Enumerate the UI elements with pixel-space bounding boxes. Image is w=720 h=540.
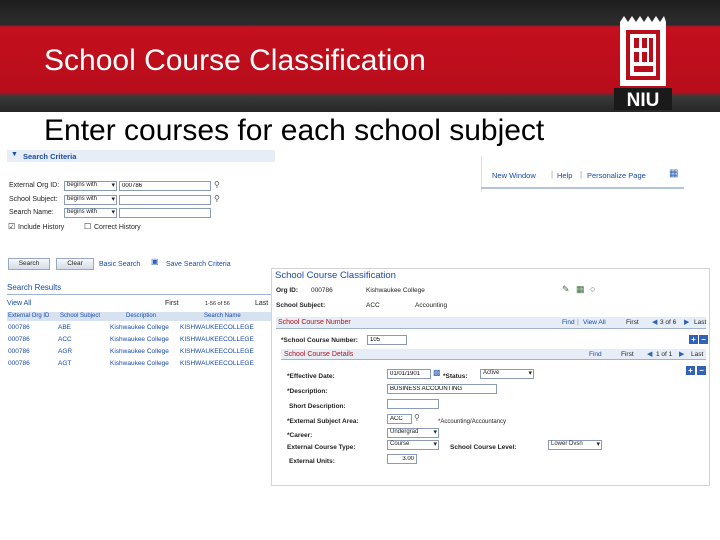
effective-date-input[interactable]	[387, 369, 431, 379]
form-title: School Course Classification	[275, 270, 396, 281]
prev-icon[interactable]: ◀	[647, 351, 653, 358]
org-id-operator[interactable]: begins with ▾	[64, 181, 117, 191]
cell-subject[interactable]: ACC	[58, 336, 72, 343]
separator: |	[551, 170, 554, 179]
last-link[interactable]: Last	[255, 300, 269, 307]
details-range: 1 of 1	[656, 351, 673, 358]
slide-title: School Course Classification	[44, 44, 426, 77]
career-select[interactable]: Undergrad ▾	[387, 428, 439, 438]
status-select[interactable]: Active ▾	[480, 369, 534, 379]
search-name-input[interactable]	[119, 208, 211, 218]
career-label: *Career:	[287, 432, 313, 439]
school-course-level-label: School Course Level:	[450, 444, 517, 451]
col-external-org-id[interactable]: External Org ID	[8, 313, 50, 319]
view-all-link[interactable]: View All	[583, 319, 606, 326]
external-units-input[interactable]	[387, 454, 417, 464]
external-course-type-label: External Course Type:	[287, 444, 356, 451]
separator: |	[580, 170, 583, 179]
external-subject-description: *Accounting/Accountancy	[438, 419, 507, 425]
first-link[interactable]: First	[626, 319, 639, 326]
external-units-label: External Units:	[289, 458, 335, 465]
school-subject-value: ACC	[366, 302, 380, 309]
org-id-label: Org ID:	[276, 287, 299, 294]
delete-row-icon[interactable]: −	[697, 366, 706, 375]
details-find-link[interactable]: Find	[589, 351, 602, 358]
toolbar-underline	[481, 187, 684, 189]
save-search-criteria-link[interactable]: Save Search Criteria	[166, 261, 231, 268]
include-history-label: Include History	[18, 224, 65, 231]
add-row-icon[interactable]: +	[686, 366, 695, 375]
school-subject-label: School Subject:	[276, 302, 326, 309]
notepad-icon[interactable]: ✎	[562, 284, 570, 294]
slide-subtitle: Enter courses for each school subject	[44, 114, 545, 147]
results-range: 1-56 of 56	[205, 301, 230, 307]
school-subject-name: Accounting	[415, 302, 448, 309]
col-search-name[interactable]: Search Name	[204, 313, 241, 319]
cell-search-name[interactable]: KISHWAUKEECOLLEGE	[180, 324, 254, 331]
collapse-icon[interactable]: ▼	[11, 151, 18, 158]
add-row-icon[interactable]: +	[689, 335, 698, 344]
new-window-link[interactable]: New Window	[492, 171, 536, 180]
search-name-operator[interactable]: begins with ▾	[64, 208, 117, 218]
save-icon[interactable]: ▣	[151, 257, 159, 266]
search-criteria-title[interactable]: Search Criteria	[23, 152, 77, 161]
delete-row-icon[interactable]: −	[699, 335, 708, 344]
next-icon[interactable]: ▶	[679, 351, 685, 358]
course-number-section-title: School Course Number	[278, 319, 351, 326]
prev-icon[interactable]: ◀	[652, 319, 658, 326]
correct-history-checkbox[interactable]: ☐	[84, 222, 92, 231]
cell-description[interactable]: Kishwaukee College	[110, 360, 169, 367]
lookup-icon[interactable]: ⚲	[214, 194, 220, 203]
description-label: *Description:	[287, 388, 328, 395]
course-details-section-title: School Course Details	[284, 351, 354, 358]
search-results-title: Search Results	[7, 283, 62, 292]
short-description-input[interactable]	[387, 399, 439, 409]
personalize-page-link[interactable]: Personalize Page	[587, 171, 646, 180]
cell-subject[interactable]: AGR	[58, 348, 73, 355]
col-school-subject[interactable]: School Subject	[60, 313, 101, 319]
cell-description[interactable]: Kishwaukee College	[110, 324, 169, 331]
clear-button[interactable]: Clear	[56, 258, 94, 270]
include-history-checkbox[interactable]: ☑	[8, 222, 16, 231]
cell-subject[interactable]: AGT	[58, 360, 72, 367]
cell-org-id[interactable]: 000786	[8, 360, 30, 367]
cell-org-id[interactable]: 000786	[8, 348, 30, 355]
course-range: 3 of 6	[660, 319, 677, 326]
help-link[interactable]: Help	[557, 171, 573, 180]
view-all-link[interactable]: View All	[7, 300, 32, 307]
cell-subject[interactable]: ABE	[58, 324, 72, 331]
status-label: *Status:	[443, 373, 468, 380]
external-course-type-select[interactable]: Course ▾	[387, 440, 439, 450]
cell-search-name[interactable]: KISHWAUKEECOLLEGE	[180, 360, 254, 367]
org-id-input[interactable]	[119, 181, 211, 191]
course-number-label: *School Course Number:	[281, 337, 358, 344]
search-name-label: Search Name:	[9, 209, 54, 216]
cell-search-name[interactable]: KISHWAUKEECOLLEGE	[180, 336, 254, 343]
next-icon[interactable]: ▶	[684, 319, 690, 326]
effective-date-label: *Effective Date:	[287, 373, 335, 380]
cell-org-id[interactable]: 000786	[8, 336, 30, 343]
lookup-icon[interactable]: ⚲	[414, 413, 420, 422]
org-id-value: 000786	[311, 287, 333, 294]
cell-description[interactable]: Kishwaukee College	[110, 336, 169, 343]
grid-icon[interactable]: ▦	[669, 168, 679, 179]
course-number-input[interactable]	[367, 335, 407, 345]
separator: |	[577, 319, 579, 326]
cell-description[interactable]: Kishwaukee College	[110, 348, 169, 355]
col-description[interactable]: Description	[126, 313, 157, 319]
short-description-label: Short Description:	[289, 403, 346, 410]
details-last-link[interactable]: Last	[691, 351, 704, 358]
cell-org-id[interactable]: 000786	[8, 324, 30, 331]
details-first-link[interactable]: First	[621, 351, 634, 358]
niu-logo	[612, 16, 674, 112]
school-course-level-select[interactable]: Lower Dvsn ▾	[548, 440, 602, 450]
description-input[interactable]	[387, 384, 497, 394]
correct-history-label: Correct History	[94, 224, 141, 231]
results-divider	[7, 294, 272, 295]
school-subject-input[interactable]	[119, 195, 211, 205]
calendar-icon[interactable]: ▩	[433, 368, 441, 377]
first-link[interactable]: First	[165, 300, 179, 307]
lookup-icon[interactable]: ⚲	[214, 180, 220, 189]
last-link[interactable]: Last	[694, 319, 707, 326]
basic-search-link[interactable]: Basic Search	[99, 261, 141, 268]
org-name-value: Kishwaukee College	[366, 287, 425, 294]
school-subject-operator[interactable]: begins with ▾	[64, 195, 117, 205]
org-id-label: External Org ID:	[9, 182, 60, 189]
school-subject-label: School Subject:	[9, 196, 58, 203]
external-subject-input[interactable]	[387, 414, 412, 424]
report-icon[interactable]: ▦	[576, 284, 585, 294]
external-subject-label: *External Subject Area:	[287, 418, 359, 425]
cell-search-name[interactable]: KISHWAUKEECOLLEGE	[180, 348, 254, 355]
svg-text:NIU: NIU	[626, 90, 660, 111]
find-link[interactable]: Find	[562, 319, 575, 326]
comment-icon[interactable]: ○	[590, 284, 596, 294]
search-button[interactable]: Search	[8, 258, 50, 270]
